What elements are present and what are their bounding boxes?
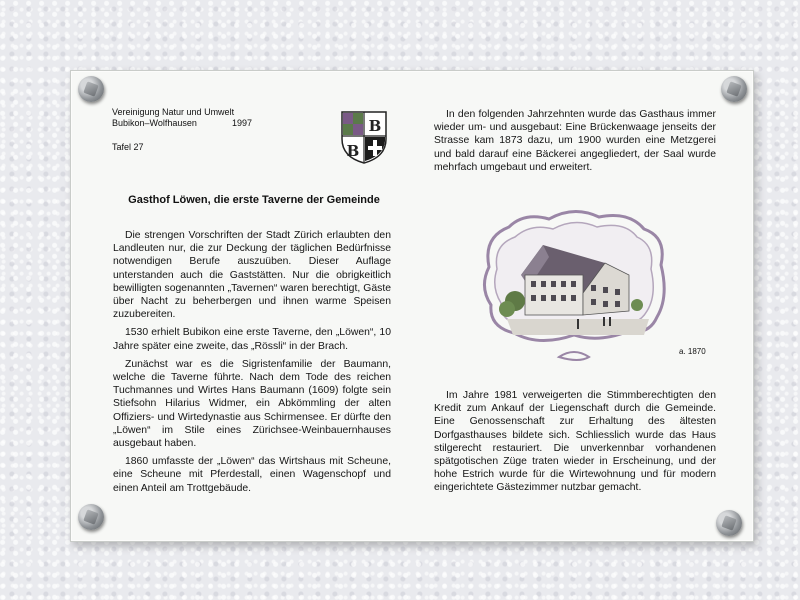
paragraph: 1530 erhielt Bubikon eine erste Taverne, den „Löwen“, 10 Jahre später eine zweite, das „Rössli“ in der Brach. bbox=[113, 327, 391, 352]
crest-letter-bottom: B bbox=[346, 142, 360, 160]
paragraph: 1860 umfasste der „Löwen“ das Wirtshaus mit Scheune, eine Scheune mit Pferdestall, einen Wagenschopf und einen Anteil am Trottgebäude. bbox=[113, 456, 391, 494]
org-line-2 bbox=[112, 118, 252, 129]
historic-inn-illustration bbox=[479, 207, 669, 365]
screw-top-left-icon bbox=[78, 76, 104, 102]
org-year: 1997 bbox=[231, 118, 252, 128]
screw-bottom-right-icon bbox=[716, 510, 742, 536]
right-text-column-bottom bbox=[434, 389, 716, 500]
plaque-number: Tafel 27 bbox=[112, 142, 144, 152]
coat-of-arms-icon bbox=[339, 109, 389, 165]
paragraph: Zunächst war es die Sigristenfamilie der Baumann, welche die Taverne führte. Nach dem Tode des reichen Tuchmannes und Wirtes Hans Baumann (1609) folgte sein Stiefsohn Hilarius Widmer, ein Abkömmling der alten Offiziers- und Wirtedynastie aus Schirmensee. Er dürfte den „Löwen“ im Stile eines Zürichsee-Weinbauernhauses ausgebaut haben. bbox=[113, 358, 391, 450]
paragraph: Im Jahre 1981 verweigerten die Stimmberechtigten den Kredit zum Ankauf der Liegenschaft durch die Gemeinde. Eine Genossenschaft zur Erhaltung des ältesten Dorfgasthauses bildete sich. Schliesslich wurde das Haus stilgerecht restauriert. Die unverkennbar vorhandenen spätgotischen Züge traten wieder in Erscheinung, und der hohe Estrich wurde für die Wirtewohnung und für modern eingerichtete Gästezimmer nutzbar gemacht. bbox=[434, 390, 716, 494]
screw-top-right-icon bbox=[721, 76, 747, 102]
crest-letter-top: B bbox=[368, 117, 382, 135]
illustration-caption: a. 1870 bbox=[679, 347, 706, 356]
org-location: Bubikon–Wolfhausen bbox=[112, 118, 197, 128]
organization-name bbox=[112, 107, 252, 129]
paragraph: Die strengen Vorschriften der Stadt Zürich erlaubten den Landleuten nur, die zur Deckung der täglichen Bedürfnisse notwendigen Berufe auszuüben. Dieser Auflage unterstanden auch die Gaststätten. Nur die obrigkeitlich bewilligten sogenannten „Tavernen“ waren berechtigt, Gäste über Nacht zu beherbergen und ihnen warme Speisen zuzubereiten. bbox=[113, 230, 391, 321]
info-plaque bbox=[70, 70, 754, 542]
plaque-title: Gasthof Löwen, die erste Taverne der Gemeinde bbox=[128, 194, 380, 206]
left-text-column bbox=[113, 229, 391, 500]
paragraph: In den folgenden Jahrzehnten wurde das Gasthaus immer wieder um- und ausgebaut: Eine Brückenwaage jenseits der Strasse kam 1873 dazu, um 1900 wurden eine Metzgerei und bald darauf eine Bäckerei angegliedert, der Saal wurde mehrfach umgebaut und erweitert. bbox=[434, 109, 716, 173]
screw-bottom-left-icon bbox=[78, 504, 104, 530]
right-text-column-top bbox=[434, 108, 716, 179]
org-line-1: Vereinigung Natur und Umwelt bbox=[112, 107, 235, 117]
